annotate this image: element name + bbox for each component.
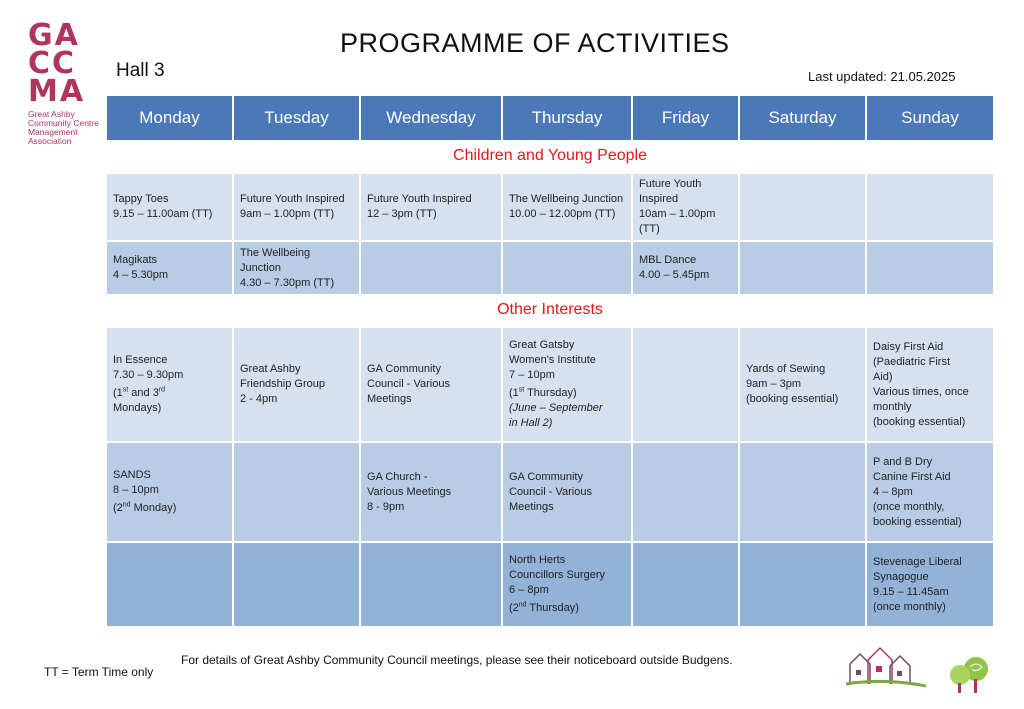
activity-cell-tuesday <box>234 242 361 294</box>
day-header-wednesday: Wednesday <box>361 96 503 140</box>
activity-line: Aid) <box>873 370 893 383</box>
activity-line: 9.15 – 11.45am <box>873 585 949 598</box>
activity-line: Mondays) <box>113 402 162 415</box>
activity-cell-friday <box>633 443 740 541</box>
houses-icon <box>846 644 926 688</box>
hall-label: Hall 3 <box>116 60 165 81</box>
table-row <box>107 172 993 240</box>
logo-letters-1: GA <box>28 18 80 53</box>
activity-cell-sunday <box>867 543 993 626</box>
day-header-sunday: Sunday <box>867 96 993 140</box>
section-title: Other Interests <box>497 301 603 318</box>
activity-line: 8 - 9pm <box>367 500 405 513</box>
activity-cell-monday <box>107 174 234 240</box>
activity-line: 7 – 10pm <box>509 368 555 381</box>
activity-line: Council - Various <box>509 485 592 498</box>
activity-cell-sunday <box>867 174 993 240</box>
activity-line: Meetings <box>509 500 554 513</box>
activity-cell-tuesday <box>234 543 361 626</box>
activity-cell-saturday <box>740 242 867 294</box>
activity-line: Women's Institute <box>509 353 596 366</box>
section-title: Children and Young People <box>453 147 647 164</box>
activity-cell-sunday <box>867 443 993 541</box>
activity-line: Various times, once <box>873 385 969 398</box>
schedule-sections <box>107 140 993 626</box>
activity-line: SANDS <box>113 468 151 481</box>
logo-letters-3: MA <box>28 74 86 109</box>
activity-cell-friday <box>633 328 740 441</box>
footer-note: For details of Great Ashby Community Council meetings, please see their noticeboard outside Budgens. <box>181 653 733 667</box>
trees-icon <box>944 655 992 695</box>
activity-line: The Wellbeing Junction <box>509 193 624 205</box>
day-header-thursday: Thursday <box>503 96 633 140</box>
activity-line: (2nd Thursday) <box>509 601 579 615</box>
page-title: PROGRAMME OF ACTIVITIES <box>340 28 730 58</box>
activity-line: 9.15 – 11.00am (TT) <box>113 208 213 220</box>
activity-line: 9am – 3pm <box>746 378 802 390</box>
activity-line: Great Gatsby <box>509 338 575 351</box>
activity-cell-tuesday <box>234 328 361 441</box>
activity-cell-thursday <box>503 242 633 294</box>
activity-line: GA Church - <box>367 470 428 483</box>
activity-line: 9am – 1.00pm (TT) <box>240 208 335 220</box>
activity-line: The Wellbeing Junction <box>240 246 311 274</box>
table-row <box>107 240 993 294</box>
activity-cell-wednesday <box>361 443 503 541</box>
activity-line: in Hall 2) <box>509 417 553 430</box>
activity-cell-saturday <box>740 174 867 240</box>
gaccma-logo <box>28 18 108 146</box>
activity-line: Future Youth Inspired <box>367 193 472 205</box>
logo-letters-2: CC <box>28 46 77 81</box>
table-row <box>107 441 993 541</box>
day-header-monday: Monday <box>107 96 234 140</box>
activity-line: GA Community <box>509 470 583 483</box>
schedule-table <box>107 96 993 626</box>
activity-line: Synagogue <box>873 570 929 583</box>
activity-cell-thursday <box>503 443 633 541</box>
activity-cell-saturday <box>740 328 867 441</box>
activity-line: Meetings <box>367 393 412 405</box>
activity-line: MBL Dance <box>639 254 697 266</box>
activity-line: Future Youth Inspired <box>639 178 702 205</box>
activity-cell-saturday <box>740 443 867 541</box>
activity-cell-wednesday <box>361 328 503 441</box>
activity-line: (2nd Monday) <box>113 501 177 515</box>
activity-line: In Essence <box>113 353 168 366</box>
day-header-friday: Friday <box>633 96 740 140</box>
activity-cell-saturday <box>740 543 867 626</box>
activity-line: Magikats <box>113 254 158 266</box>
activity-line: monthly <box>873 400 912 413</box>
activity-line: 8 – 10pm <box>113 483 159 496</box>
activity-line: Councillors Surgery <box>509 568 605 581</box>
activity-cell-friday <box>633 543 740 626</box>
activity-line: Future Youth Inspired <box>240 193 345 205</box>
activity-line: 4 – 8pm <box>873 485 913 498</box>
activity-line: (once monthly) <box>873 600 946 613</box>
activity-line: Various Meetings <box>367 485 452 498</box>
activity-line: Stevenage Liberal <box>873 555 962 568</box>
activity-cell-wednesday <box>361 543 503 626</box>
activity-line: (booking essential) <box>746 393 839 405</box>
activity-cell-wednesday <box>361 174 503 240</box>
activity-line: 12 – 3pm (TT) <box>367 208 437 220</box>
activity-line: 10.00 – 12.00pm (TT) <box>509 208 616 220</box>
activity-line: 4.00 – 5.45pm <box>639 269 710 281</box>
activity-cell-tuesday <box>234 174 361 240</box>
activity-cell-monday <box>107 328 234 441</box>
term-time-note: TT = Term Time only <box>44 665 154 679</box>
table-row <box>107 541 993 626</box>
activity-cell-friday <box>633 174 740 240</box>
activity-line: Council - Various <box>367 378 450 390</box>
logo-text: Great Ashby Community Centre Management Association <box>28 109 99 146</box>
activity-cell-thursday <box>503 328 633 441</box>
activity-line: (once monthly, <box>873 500 945 513</box>
activity-cell-thursday <box>503 174 633 240</box>
activity-cell-thursday <box>503 543 633 626</box>
activity-line: Canine First Aid <box>873 470 951 483</box>
activity-line: Friendship Group <box>240 378 325 390</box>
activity-line: 7.30 – 9.30pm <box>113 368 184 381</box>
activity-cell-monday <box>107 443 234 541</box>
day-header-saturday: Saturday <box>740 96 867 140</box>
activity-line: P and B Dry <box>873 455 933 468</box>
activity-line: (June – September <box>509 402 603 415</box>
activity-line: 2 - 4pm <box>240 393 278 405</box>
activity-line: booking essential) <box>873 515 962 528</box>
day-header-tuesday: Tuesday <box>234 96 361 140</box>
activity-line: 4 – 5.30pm <box>113 269 169 281</box>
activity-line: Tappy Toes <box>113 193 169 205</box>
activity-line: (1st and 3rd <box>113 386 166 400</box>
activity-line: (booking essential) <box>873 415 966 428</box>
activity-line: (1st Thursday) <box>509 386 577 400</box>
activity-line: Great Ashby <box>240 363 301 375</box>
activity-line: 10am – 1.00pm (TT) <box>639 208 716 235</box>
activity-cell-friday <box>633 242 740 294</box>
day-header-row <box>107 96 993 140</box>
activity-line: Daisy First Aid <box>873 340 944 353</box>
activity-line: (Paediatric First <box>873 355 951 368</box>
activity-line: 4.30 – 7.30pm (TT) <box>240 276 335 289</box>
activity-line: North Herts <box>509 553 566 566</box>
activity-line: Yards of Sewing <box>746 363 826 375</box>
activity-cell-wednesday <box>361 242 503 294</box>
activity-cell-tuesday <box>234 443 361 541</box>
activity-cell-sunday <box>867 242 993 294</box>
activity-line: GA Community <box>367 363 441 375</box>
activity-cell-sunday <box>867 328 993 441</box>
table-row <box>107 326 993 441</box>
activity-cell-monday <box>107 543 234 626</box>
activity-line: 6 – 8pm <box>509 583 549 596</box>
last-updated: Last updated: 21.05.2025 <box>808 69 956 84</box>
activity-cell-monday <box>107 242 234 294</box>
